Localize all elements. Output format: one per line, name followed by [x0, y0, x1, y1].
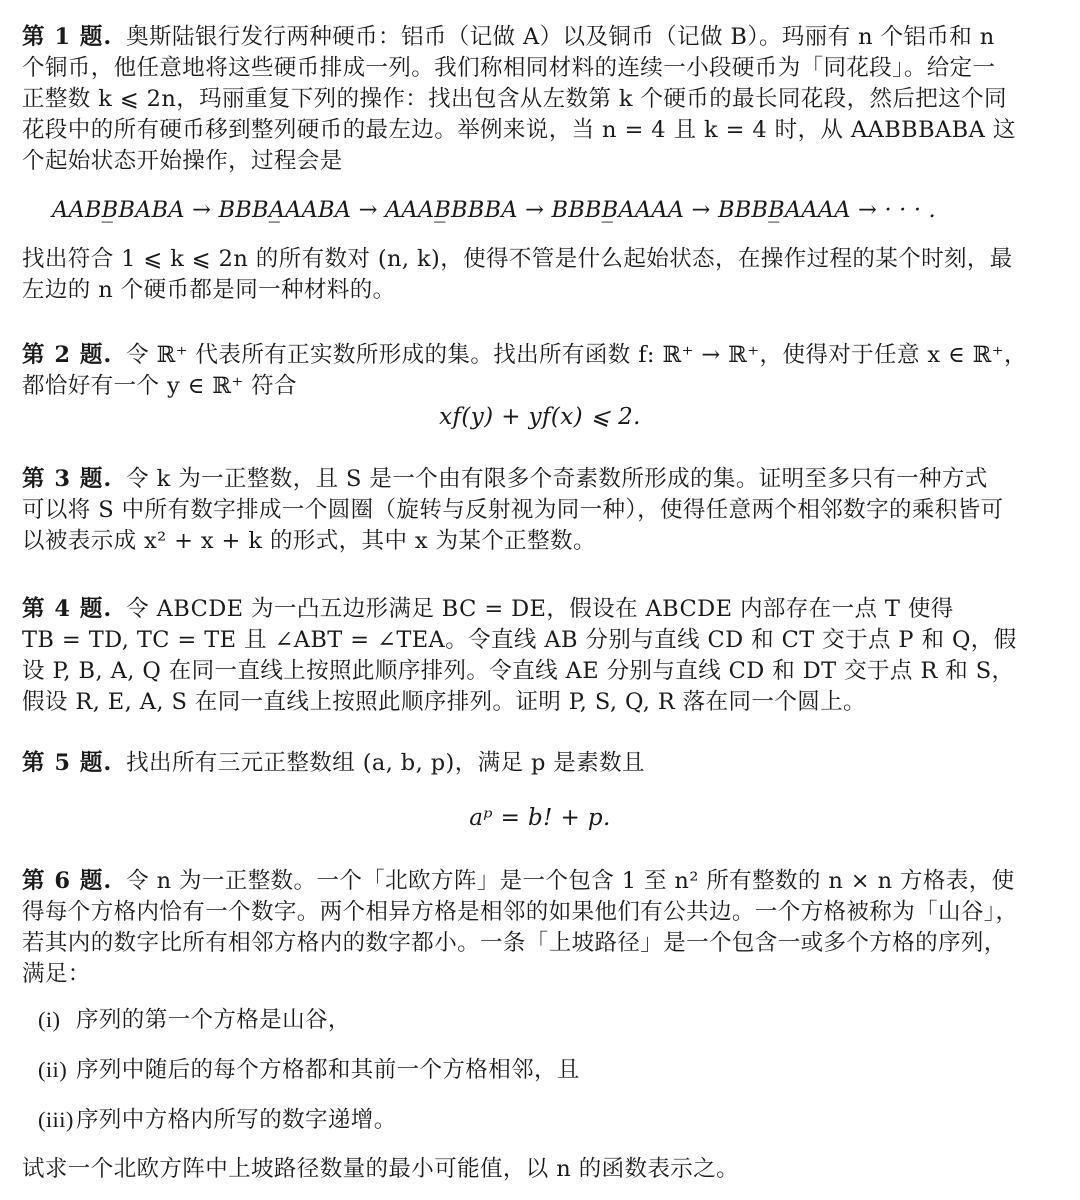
- list-number: (ii): [38, 1057, 68, 1082]
- problem-4-label: 第 4 题.: [22, 596, 113, 622]
- problem-3-line-2: 可以将 S 中所有数字排成一个圆圈（旋转与反射视为同一种），使得任意两个相邻数字的乘积皆可: [22, 497, 1004, 523]
- problem-3-line-3: 以被表示成 x² + x + k 的形式，其中 x 为某个正整数。: [22, 528, 596, 554]
- problem-6-line-1: 第 6 题. 令 n 为一正整数。一个「北欧方阵」是一个包含 1 至 n² 所有整数的 n × n 方格表，使: [22, 868, 1015, 894]
- list-text: 序列的第一个方格是山谷，: [76, 1007, 351, 1033]
- problem-2-label: 第 2 题.: [22, 342, 113, 368]
- problem-6-label: 第 6 题.: [22, 868, 113, 894]
- problem-3: [22, 464, 1058, 557]
- problem-6-item-i: [22, 1004, 1058, 1036]
- problem-5-label: 第 5 题.: [22, 750, 113, 776]
- problem-1-label: 第 1 题.: [22, 24, 113, 50]
- problem-6: [22, 866, 1058, 1185]
- problem-4: [22, 594, 1058, 718]
- problem-6-closing: 试求一个北欧方阵中上坡路径数量的最小可能值，以 n 的函数表示之。: [22, 1156, 739, 1182]
- problem-1-line-3: 正整数 k ⩽ 2n，玛丽重复下列的操作：找出包含从左数第 k 个硬币的最长同花段，然后把这个同: [22, 86, 1007, 112]
- problem-6-line-2: 得每个方格内恰有一个数字。两个相异方格是相邻的如果他们有公共边。一个方格被称为「山谷」，: [22, 899, 1019, 925]
- problem-1: [22, 22, 1058, 306]
- problem-3-line-1: 第 3 题. 令 k 为一正整数，且 S 是一个由有限多个奇素数所形成的集。证明至多只有一种方式: [22, 466, 988, 492]
- problem-6-line-4: 满足：: [22, 961, 91, 987]
- problem-5-equation: aᵖ = b! + p.: [469, 805, 611, 831]
- list-text: 序列中方格内所写的数字递增。: [76, 1107, 397, 1133]
- list-text: 序列中随后的每个方格都和其前一个方格相邻，且: [76, 1057, 580, 1083]
- problem-6-item-ii: [22, 1054, 1058, 1086]
- problem-6-line-3: 若其内的数字比所有相邻方格内的数字都小。一条「上坡路径」是一个包含一或多个方格的序列，: [22, 930, 1007, 956]
- problem-2-line-1: 第 2 题. 令 ℝ⁺ 代表所有正实数所形成的集。找出所有函数 f: ℝ⁺ → ℝ⁺，使得对于任意 x ∈ ℝ⁺，: [22, 342, 1027, 368]
- list-number: (i): [38, 1007, 61, 1032]
- problem-4-line-2: TB = TD, TC = TE 且 ∠ABT = ∠TEA。令直线 AB 分别与直线 CD 和 CT 交于点 P 和 Q，假: [22, 627, 1017, 653]
- problem-4-line-4: 假设 R, E, A, S 在同一直线上按照此顺序排列。证明 P, S, Q, R 落在同一个圆上。: [22, 689, 866, 715]
- problem-3-label: 第 3 题.: [22, 466, 113, 492]
- problem-5: [22, 748, 1058, 834]
- problem-2-equation: xf(y) + yf(x) ⩽ 2.: [439, 404, 641, 430]
- problem-1-line-4: 花段中的所有硬币移到整列硬币的最左边。举例来说，当 n = 4 且 k = 4 时，从 AABBBABA 这: [22, 117, 1016, 143]
- problem-1-line-6: 找出符合 1 ⩽ k ⩽ 2n 的所有数对 (n, k)，使得不管是什么起始状态，在操作过程的某个时刻，最: [22, 246, 1013, 272]
- problem-1-line-7: 左边的 n 个硬币都是同一种材料的。: [22, 277, 396, 303]
- problem-1-sequence: AABB̲BABA → BBBA̲AABA → AAAB̲BBBA → BBBB̲AAAA → BBBB̲AAAA → · · · .: [52, 197, 936, 223]
- problem-6-item-iii: [22, 1104, 1058, 1136]
- problem-1-line-2: 个铜币，他任意地将这些硬币排成一列。我们称相同材料的连续一小段硬币为「同花段」。给定一: [22, 55, 996, 81]
- problem-2: [22, 340, 1058, 433]
- problem-4-line-1: 第 4 题. 令 ABCDE 为一凸五边形满足 BC = DE，假设在 ABCDE 内部存在一点 T 使得: [22, 596, 954, 622]
- problem-4-line-3: 设 P, B, A, Q 在同一直线上按照此顺序排列。令直线 AE 分别与直线 CD 和 DT 交于点 R 和 S，: [22, 658, 1015, 684]
- problem-5-line-1: 第 5 题. 找出所有三元正整数组 (a, b, p)，满足 p 是素数且: [22, 750, 645, 776]
- list-number: (iii): [38, 1107, 74, 1132]
- problem-2-line-2: 都恰好有一个 y ∈ ℝ⁺ 符合: [22, 373, 297, 399]
- problem-1-line-5: 个起始状态开始操作，过程会是: [22, 148, 343, 174]
- problem-1-line-1: 第 1 题. 奥斯陆银行发行两种硬币：铝币（记做 A）以及铜币（记做 B）。玛丽有 n 个铝币和 n: [22, 24, 995, 50]
